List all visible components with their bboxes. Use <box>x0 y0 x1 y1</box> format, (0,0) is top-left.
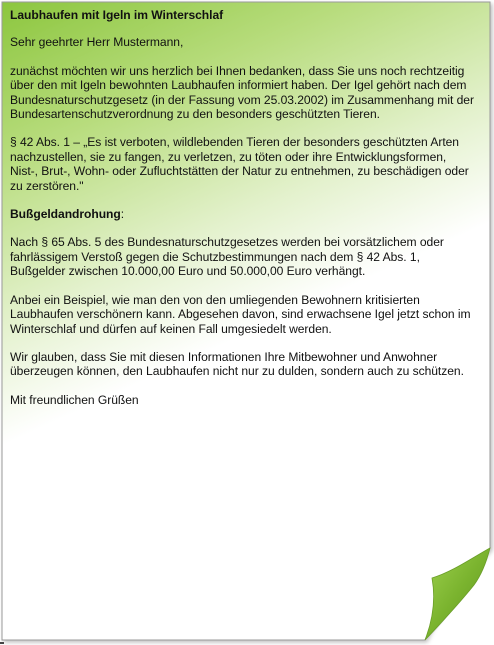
penalty-heading: Bußgeldandrohung <box>10 207 121 222</box>
paragraph-law-quote: § 42 Abs. 1 – „Es ist verboten, wildlebenden Tieren der besonders geschützten Arten nachzustellen, sie zu fangen, zu verletzen, zu töten oder ihre Entwicklungsformen, Nist-, Brut-, Wohn- oder Zufluchtstätten der Natur zu entnehmen, zu beschädigen oder zu zerstören." <box>10 135 469 193</box>
closing: Mit freundlichen Grüßen <box>10 392 139 407</box>
paragraph-penalty: Nach § 65 Abs. 5 des Bundesnaturschutzgesetzes werden bei vorsätzlichem oder fahrlässigem Verstoß gegen die Schutzbestimmungen nach dem § 42 Abs. 1, Bußgelder zwischen 10.000,00 Euro und 50.000,00 Euro verhängt. <box>10 235 444 279</box>
penalty-heading-line <box>10 207 476 221</box>
salutation: Sehr geehrter Herr Mustermann, <box>10 35 184 50</box>
paragraph-example: Anbei ein Beispiel, wie man den von den umliegenden Bewohnern kritisierten Laubhaufen verschönern kann. Abgesehen davon, sind erwachsene Igel jetzt schon im Winterschlaf und dürfen auf keinen Fall umgesiedelt werden. <box>10 292 471 336</box>
letter-body <box>10 8 476 421</box>
paragraph-intro: zunächst möchten wir uns herzlich bei Ihnen bedanken, dass Sie uns noch rechtzeitig über den mit Igeln bewohnten Laubhaufen informiert haben. Der Igel gehört nach dem Bundesnaturschutzgesetz (in der Fassung vom 25.03.2002) im Zusammenhang mit der Bundesartenschutzverordnung zu den besonders geschützten Tieren. <box>10 63 474 122</box>
letter-title: Laubhaufen mit Igeln im Winterschlaf <box>10 8 224 22</box>
paragraph-conclusion: Wir glauben, dass Sie mit diesen Informationen Ihre Mitbewohner und Anwohner überzeugen können, den Laubhaufen nicht nur zu dulden, sondern auch zu schützen. <box>10 349 464 379</box>
penalty-heading-colon: : <box>120 207 125 222</box>
